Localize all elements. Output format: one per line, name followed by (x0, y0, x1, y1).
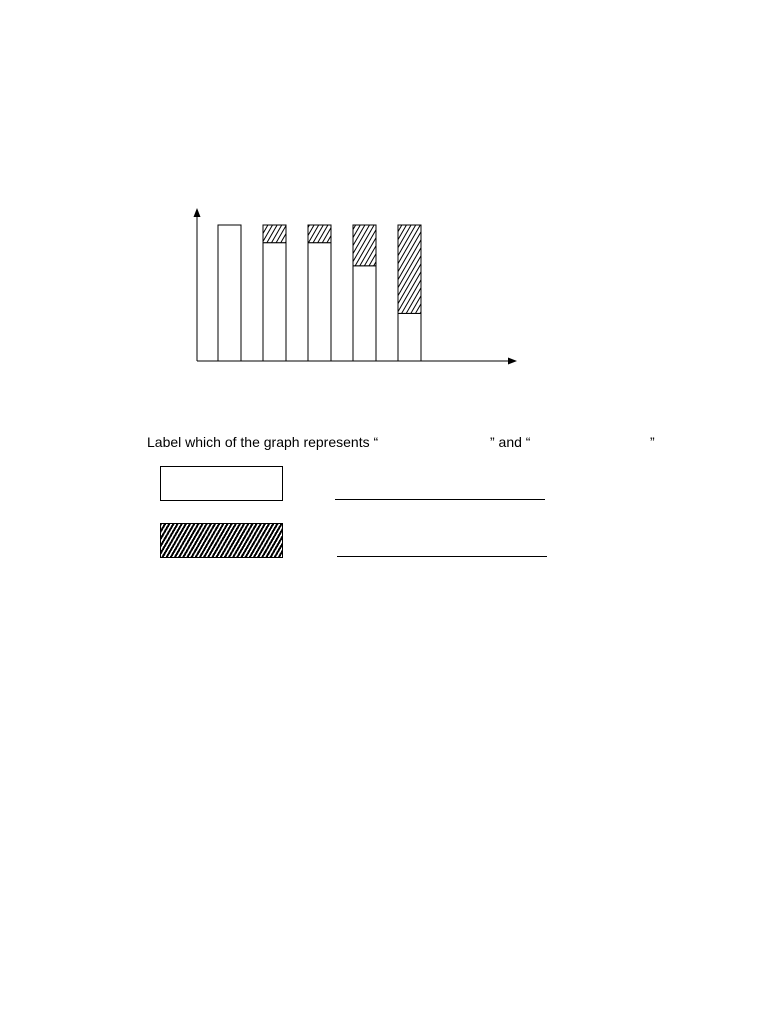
bar-1-plain-segment (218, 225, 241, 361)
bar-3-hatched-segment (308, 225, 331, 243)
answer-line-hatched[interactable] (337, 556, 547, 557)
stacked-bar-chart (0, 0, 768, 420)
bar-5-hatched-segment (398, 225, 421, 313)
legend-swatch-hatched (160, 523, 283, 558)
bar-2-plain-segment (263, 243, 286, 361)
bar-4-plain-segment (353, 266, 376, 361)
bar-2-hatched-segment (263, 225, 286, 243)
legend-swatch-plain (160, 466, 283, 501)
x-axis-arrowhead (508, 358, 517, 365)
bar-3-plain-segment (308, 243, 331, 361)
question-middle: ” and “ (490, 434, 531, 450)
bar-4-hatched-segment (353, 225, 376, 266)
answer-line-plain[interactable] (335, 499, 545, 500)
question-prefix: Label which of the graph represents “ (147, 434, 379, 450)
bar-5-plain-segment (398, 313, 421, 361)
y-axis-arrowhead (194, 208, 201, 217)
question-suffix: ” (650, 434, 655, 450)
bars-group (218, 225, 421, 361)
